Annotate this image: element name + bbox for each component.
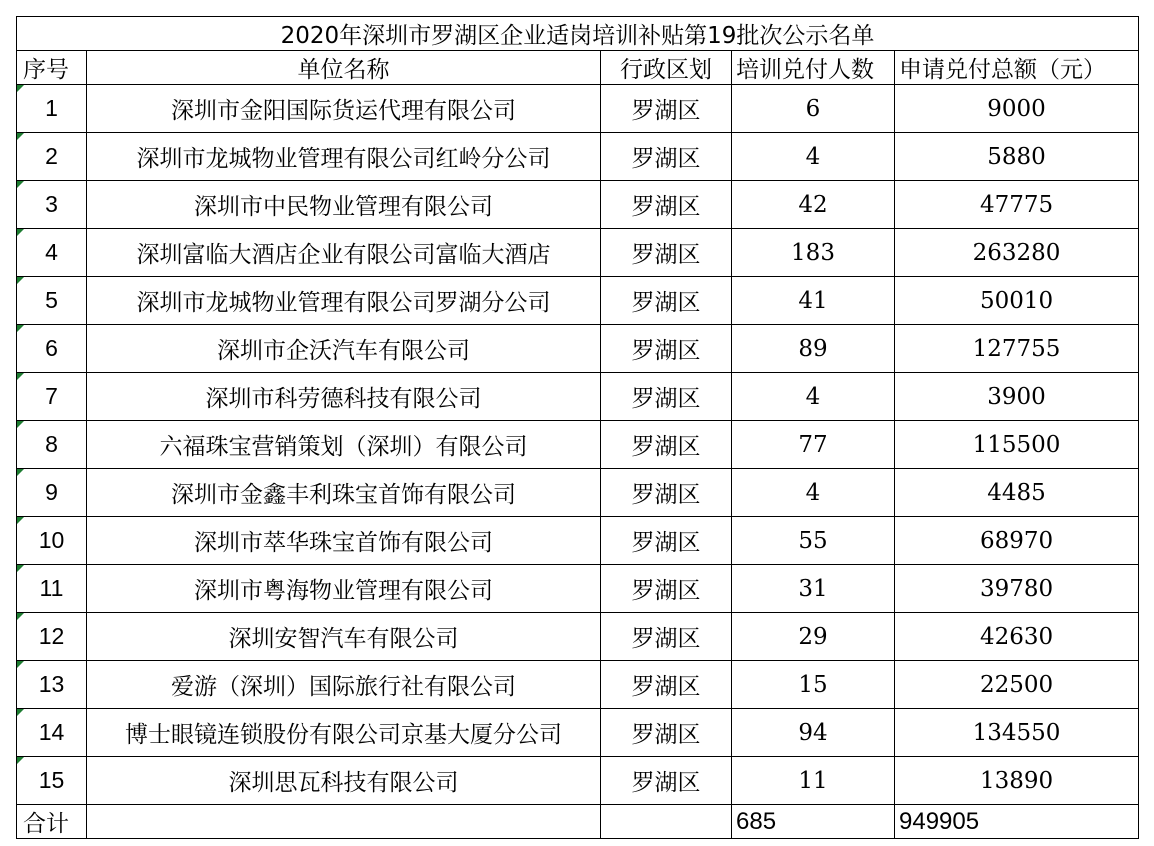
row-district-cell[interactable]: 罗湖区 bbox=[601, 757, 732, 805]
row-seq-cell[interactable] bbox=[17, 469, 87, 517]
row-count-cell[interactable]: 6 bbox=[732, 85, 895, 133]
row-seq-cell[interactable] bbox=[17, 613, 87, 661]
row-seq-cell[interactable] bbox=[17, 229, 87, 277]
total-district-cell[interactable] bbox=[601, 805, 732, 839]
row-name-cell[interactable]: 深圳富临大酒店企业有限公司富临大酒店 bbox=[87, 229, 601, 277]
row-seq-text: 4 bbox=[45, 239, 58, 265]
row-seq-text: 3 bbox=[45, 191, 58, 217]
row-seq-text: 13 bbox=[38, 671, 65, 697]
table-row bbox=[17, 181, 1139, 229]
total-label-cell[interactable]: 合计 bbox=[17, 805, 87, 839]
row-name-cell[interactable]: 六福珠宝营销策划（深圳）有限公司 bbox=[87, 421, 601, 469]
row-seq-cell[interactable] bbox=[17, 709, 87, 757]
header-district[interactable]: 行政区划 bbox=[601, 51, 732, 85]
error-indicator-icon bbox=[17, 229, 24, 236]
row-amount-cell[interactable]: 13890 bbox=[895, 757, 1139, 805]
row-count-cell[interactable]: 29 bbox=[732, 613, 895, 661]
row-amount-cell[interactable]: 42630 bbox=[895, 613, 1139, 661]
row-district-cell[interactable]: 罗湖区 bbox=[601, 661, 732, 709]
error-indicator-icon bbox=[17, 709, 24, 716]
row-name-cell[interactable]: 深圳市龙城物业管理有限公司罗湖分公司 bbox=[87, 277, 601, 325]
error-indicator-icon bbox=[17, 469, 24, 476]
header-count[interactable]: 培训兑付人数 bbox=[732, 51, 895, 85]
table-row bbox=[17, 517, 1139, 565]
row-amount-cell[interactable]: 115500 bbox=[895, 421, 1139, 469]
table-row bbox=[17, 133, 1139, 181]
row-seq-cell[interactable] bbox=[17, 565, 87, 613]
row-name-cell[interactable]: 深圳市萃华珠宝首饰有限公司 bbox=[87, 517, 601, 565]
error-indicator-icon bbox=[17, 325, 24, 332]
error-indicator-icon bbox=[17, 517, 24, 524]
row-name-cell[interactable]: 深圳市科劳德科技有限公司 bbox=[87, 373, 601, 421]
row-district-cell[interactable]: 罗湖区 bbox=[601, 133, 732, 181]
total-count-cell[interactable]: 685 bbox=[732, 805, 895, 839]
row-district-cell[interactable]: 罗湖区 bbox=[601, 709, 732, 757]
row-district-cell[interactable]: 罗湖区 bbox=[601, 181, 732, 229]
row-amount-cell[interactable]: 22500 bbox=[895, 661, 1139, 709]
header-row bbox=[17, 51, 1139, 85]
row-amount-cell[interactable]: 9000 bbox=[895, 85, 1139, 133]
row-name-cell[interactable]: 博士眼镜连锁股份有限公司京基大厦分公司 bbox=[87, 709, 601, 757]
row-name-cell[interactable]: 深圳市龙城物业管理有限公司红岭分公司 bbox=[87, 133, 601, 181]
row-count-cell[interactable]: 183 bbox=[732, 229, 895, 277]
row-seq-cell[interactable] bbox=[17, 181, 87, 229]
row-amount-cell[interactable]: 50010 bbox=[895, 277, 1139, 325]
row-name-cell[interactable]: 深圳安智汽车有限公司 bbox=[87, 613, 601, 661]
table-row bbox=[17, 469, 1139, 517]
row-amount-cell[interactable]: 68970 bbox=[895, 517, 1139, 565]
row-seq-cell[interactable] bbox=[17, 373, 87, 421]
row-seq-text: 14 bbox=[38, 719, 65, 745]
row-seq-cell[interactable] bbox=[17, 133, 87, 181]
row-amount-cell[interactable]: 39780 bbox=[895, 565, 1139, 613]
subsidy-table bbox=[16, 16, 1139, 839]
header-seq[interactable]: 序号 bbox=[17, 51, 87, 85]
row-seq-text: 11 bbox=[39, 575, 64, 601]
row-name-cell[interactable]: 深圳市金鑫丰利珠宝首饰有限公司 bbox=[87, 469, 601, 517]
row-amount-cell[interactable]: 263280 bbox=[895, 229, 1139, 277]
row-count-cell[interactable]: 31 bbox=[732, 565, 895, 613]
row-seq-text: 1 bbox=[45, 95, 58, 121]
row-district-cell[interactable]: 罗湖区 bbox=[601, 85, 732, 133]
row-district-cell[interactable]: 罗湖区 bbox=[601, 517, 732, 565]
row-seq-text: 8 bbox=[45, 431, 58, 457]
row-name-cell[interactable]: 深圳市企沃汽车有限公司 bbox=[87, 325, 601, 373]
row-seq-cell[interactable] bbox=[17, 85, 87, 133]
row-amount-cell[interactable]: 3900 bbox=[895, 373, 1139, 421]
row-count-cell[interactable]: 4 bbox=[732, 373, 895, 421]
total-name-cell[interactable] bbox=[87, 805, 601, 839]
row-seq-text: 10 bbox=[38, 527, 65, 553]
table-row bbox=[17, 277, 1139, 325]
row-seq-text: 9 bbox=[45, 479, 58, 505]
row-amount-cell[interactable]: 4485 bbox=[895, 469, 1139, 517]
header-name[interactable]: 单位名称 bbox=[87, 51, 601, 85]
row-seq-cell[interactable] bbox=[17, 277, 87, 325]
row-district-cell[interactable]: 罗湖区 bbox=[601, 277, 732, 325]
row-seq-text: 15 bbox=[38, 767, 65, 793]
table-title[interactable]: 2020年深圳市罗湖区企业适岗培训补贴第19批次公示名单 bbox=[17, 17, 1139, 51]
row-count-cell[interactable]: 11 bbox=[732, 757, 895, 805]
row-seq-text: 5 bbox=[45, 287, 58, 313]
row-count-cell[interactable]: 89 bbox=[732, 325, 895, 373]
table-row bbox=[17, 85, 1139, 133]
row-district-cell[interactable]: 罗湖区 bbox=[601, 373, 732, 421]
row-count-cell[interactable]: 42 bbox=[732, 181, 895, 229]
row-seq-cell[interactable] bbox=[17, 661, 87, 709]
table-row bbox=[17, 565, 1139, 613]
row-seq-text: 2 bbox=[45, 143, 58, 169]
row-amount-cell[interactable]: 5880 bbox=[895, 133, 1139, 181]
row-district-cell[interactable]: 罗湖区 bbox=[601, 613, 732, 661]
row-seq-cell[interactable] bbox=[17, 757, 87, 805]
error-indicator-icon bbox=[17, 133, 24, 140]
table-row bbox=[17, 229, 1139, 277]
table-row bbox=[17, 613, 1139, 661]
error-indicator-icon bbox=[17, 421, 24, 428]
row-district-cell[interactable]: 罗湖区 bbox=[601, 229, 732, 277]
row-count-cell[interactable]: 94 bbox=[732, 709, 895, 757]
row-district-cell[interactable]: 罗湖区 bbox=[601, 325, 732, 373]
header-amount[interactable]: 申请兑付总额（元） bbox=[895, 51, 1139, 85]
row-name-cell[interactable]: 爱游（深圳）国际旅行社有限公司 bbox=[87, 661, 601, 709]
row-name-cell[interactable]: 深圳市中民物业管理有限公司 bbox=[87, 181, 601, 229]
error-indicator-icon bbox=[17, 613, 24, 620]
table-row bbox=[17, 421, 1139, 469]
row-district-cell[interactable]: 罗湖区 bbox=[601, 421, 732, 469]
error-indicator-icon bbox=[17, 661, 24, 668]
error-indicator-icon bbox=[17, 565, 24, 572]
row-amount-cell[interactable]: 47775 bbox=[895, 181, 1139, 229]
row-seq-cell[interactable] bbox=[17, 325, 87, 373]
row-name-cell[interactable]: 深圳市粤海物业管理有限公司 bbox=[87, 565, 601, 613]
row-amount-cell[interactable]: 127755 bbox=[895, 325, 1139, 373]
row-amount-cell[interactable]: 134550 bbox=[895, 709, 1139, 757]
error-indicator-icon bbox=[17, 757, 24, 764]
row-name-cell[interactable]: 深圳思瓦科技有限公司 bbox=[87, 757, 601, 805]
row-seq-text: 6 bbox=[45, 335, 58, 361]
table-row bbox=[17, 661, 1139, 709]
row-seq-text: 12 bbox=[38, 623, 65, 649]
total-row bbox=[17, 805, 1139, 839]
title-row bbox=[17, 17, 1139, 51]
row-count-cell[interactable]: 4 bbox=[732, 469, 895, 517]
row-count-cell[interactable]: 77 bbox=[732, 421, 895, 469]
row-seq-cell[interactable] bbox=[17, 421, 87, 469]
row-name-cell[interactable]: 深圳市金阳国际货运代理有限公司 bbox=[87, 85, 601, 133]
row-seq-cell[interactable] bbox=[17, 517, 87, 565]
row-count-cell[interactable]: 41 bbox=[732, 277, 895, 325]
error-indicator-icon bbox=[17, 85, 24, 92]
row-count-cell[interactable]: 4 bbox=[732, 133, 895, 181]
table-row bbox=[17, 709, 1139, 757]
error-indicator-icon bbox=[17, 373, 24, 380]
table-row bbox=[17, 757, 1139, 805]
error-indicator-icon bbox=[17, 181, 24, 188]
table-row bbox=[17, 373, 1139, 421]
row-count-cell[interactable]: 15 bbox=[732, 661, 895, 709]
table-row bbox=[17, 325, 1139, 373]
row-district-cell[interactable]: 罗湖区 bbox=[601, 565, 732, 613]
row-seq-text: 7 bbox=[45, 383, 58, 409]
row-count-cell[interactable]: 55 bbox=[732, 517, 895, 565]
error-indicator-icon bbox=[17, 277, 24, 284]
total-amount-cell[interactable]: 949905 bbox=[895, 805, 1139, 839]
row-district-cell[interactable]: 罗湖区 bbox=[601, 469, 732, 517]
